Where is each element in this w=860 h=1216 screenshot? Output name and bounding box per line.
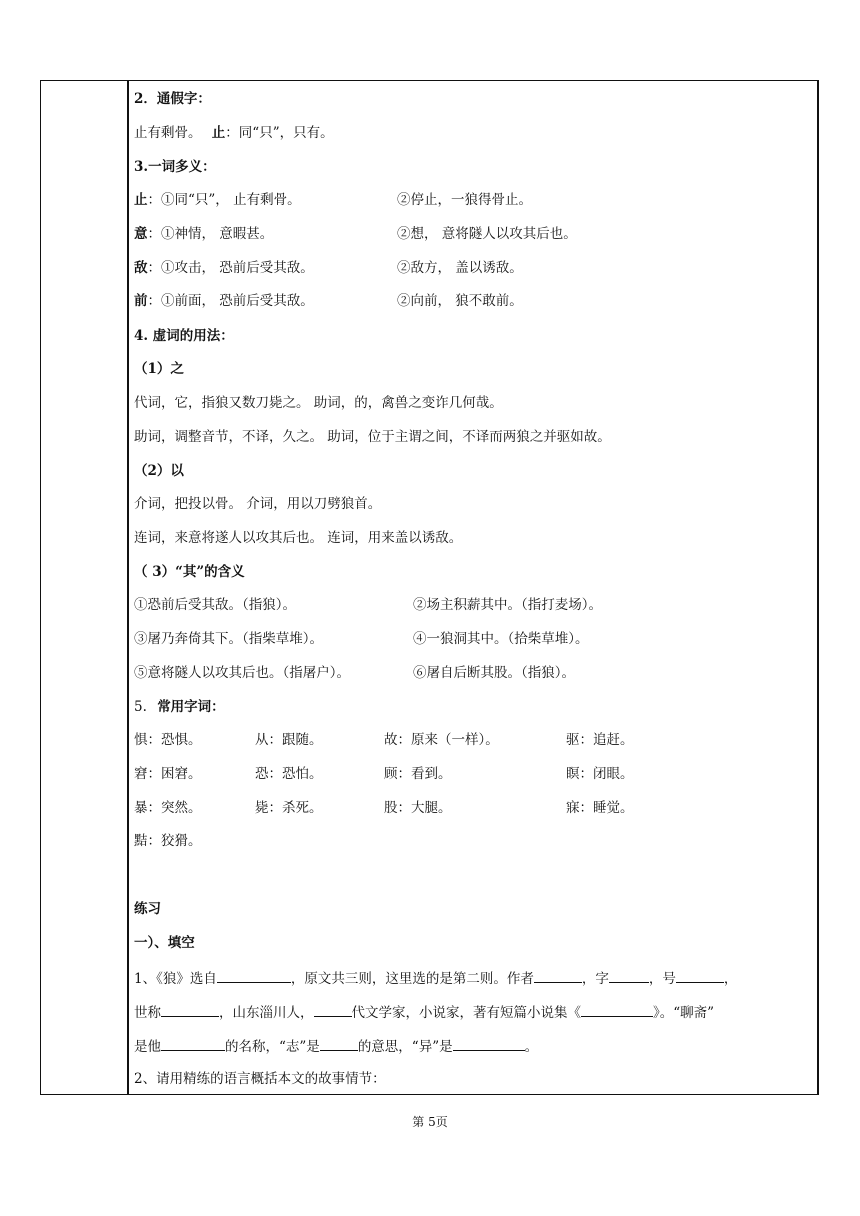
common-row: [134, 799, 814, 819]
common-row: [134, 731, 814, 751]
common-item: 顾：看到。: [384, 766, 452, 782]
polysemy-word: 前: [134, 293, 148, 309]
question-1-line-3: [134, 1036, 538, 1056]
polysemy-row: [134, 191, 814, 211]
q1-text: ，: [723, 971, 738, 987]
q1-text: ，字: [581, 971, 609, 987]
answer-blank[interactable]: [314, 1002, 352, 1017]
q1-text: 世称: [134, 1005, 161, 1021]
question-2: 2、请用精练的语言概括本文的故事情节：: [134, 1071, 386, 1087]
question-1-line-1: [134, 968, 737, 988]
q1-text: 是他: [134, 1039, 161, 1055]
q1-text: 。: [524, 1039, 539, 1055]
zhi-heading: （1）之: [134, 361, 184, 377]
zhi-line: 助词，调整音节，不译，久之。 助词，位于主谓之间，不译而两狼之并驱如故。: [134, 429, 611, 445]
common-heading-text: 常用字词：: [157, 699, 225, 715]
polysemy-row: [134, 225, 814, 245]
common-heading: [134, 698, 225, 718]
page-number: 第 5页: [412, 1115, 448, 1129]
common-item: 黠：狡猾。: [134, 833, 202, 849]
tongjiazi-example: 止有剩骨。: [134, 125, 202, 141]
common-row: [134, 765, 814, 785]
answer-blank[interactable]: [161, 1036, 225, 1051]
tongjiazi-word: 止: [211, 125, 226, 141]
zhi-line: 代词，它，指狼又数刀毙之。 助词，的，禽兽之变诈几何哉。: [134, 395, 503, 411]
polysemy-right: ②想， 意将隧人以攻其后也。: [397, 226, 577, 242]
question-1-line-2: [134, 1002, 714, 1022]
common-item: 暴：突然。: [134, 800, 202, 816]
polysemy-right: ②向前， 狼不敢前。: [397, 293, 523, 309]
common-item: 驱：追赶。: [566, 732, 634, 748]
answer-blank[interactable]: [453, 1036, 525, 1051]
qi-right: ②场主积薪其中。（指打麦场）。: [413, 597, 602, 613]
polysemy-word: 意: [134, 226, 148, 242]
q1-text: ，山东淄川人，: [219, 1005, 314, 1021]
qi-left: ③屠乃奔倚其下。（指柴草堆）。: [134, 631, 323, 647]
qi-right: ⑥屠自后断其股。（指狼）。: [413, 665, 575, 681]
common-item: 瞑：闭眼。: [566, 766, 634, 782]
answer-blank[interactable]: [609, 968, 649, 983]
q1-text: 的名称，“志”是: [225, 1039, 320, 1055]
polysemy-left: ：①神情， 意暇甚。: [147, 226, 274, 242]
common-item: 从：跟随。: [255, 732, 323, 748]
fill-heading: 一）、填空: [134, 935, 195, 951]
answer-blank[interactable]: [217, 968, 291, 983]
polysemy-left: ：①攻击， 恐前后受其敌。: [147, 260, 314, 276]
common-row: [134, 832, 202, 852]
q1-text: 》。“聊斋”: [653, 1005, 715, 1021]
common-item: 股：大腿。: [384, 800, 452, 816]
common-item: 毙：杀死。: [255, 800, 323, 816]
q1-text: ，号: [648, 971, 676, 987]
common-item: 窘：困窘。: [134, 766, 202, 782]
polysemy-row: [134, 292, 814, 312]
qi-row: [134, 596, 814, 616]
yi-line: 介词，把投以骨。 介词，用以刀劈狼首。: [134, 496, 382, 512]
qi-row: [134, 664, 814, 684]
polysemy-word: 止: [134, 192, 148, 208]
qi-row: [134, 630, 814, 650]
qi-left: ①恐前后受其敌。（指狼）。: [134, 597, 296, 613]
answer-blank[interactable]: [676, 968, 724, 983]
column-divider: [127, 80, 129, 1095]
polysemy-left: ：①同“只”， 止有剩骨。: [147, 192, 301, 208]
answer-blank[interactable]: [534, 968, 582, 983]
polysemy-left: ：①前面， 恐前后受其敌。: [147, 293, 314, 309]
tongjiazi-line: [134, 124, 334, 144]
q1-text: 的意思，“异”是: [357, 1039, 453, 1055]
polysemy-right: ②停止，一狼得骨止。: [397, 192, 532, 208]
common-item: 恐：恐怕。: [255, 766, 323, 782]
polysemy-word: 敌: [134, 260, 148, 276]
qi-heading: （ 3）“其”的含义: [134, 564, 245, 580]
q1-text: 代文学家，小说家，著有短篇小说集《: [351, 1005, 581, 1021]
xuci-heading: 4. 虚词的用法：: [134, 328, 234, 344]
answer-blank[interactable]: [161, 1002, 219, 1017]
polysemy-row: [134, 259, 814, 279]
qi-left: ⑤意将隧人以攻其后也。（指屠户）。: [134, 665, 350, 681]
yi-heading: （2）以: [134, 463, 184, 479]
tongjiazi-heading: 2．通假字：: [134, 91, 211, 107]
exercise-heading: 练习: [134, 901, 161, 917]
yi-line: 连词，来意将遂人以攻其后也。 连词，用来盖以诱敌。: [134, 530, 463, 546]
common-item: 寐：睡觉。: [566, 800, 634, 816]
qi-right: ④一狼洞其中。（拾柴草堆）。: [413, 631, 589, 647]
answer-blank[interactable]: [581, 1002, 653, 1017]
tongjiazi-meaning: ：同“只”，只有。: [225, 125, 334, 141]
common-item: 惧：恐惧。: [134, 732, 202, 748]
q1-text: ，原文共三则，这里选的是第二则。作者: [290, 971, 534, 987]
common-heading-num: 5.: [134, 699, 147, 715]
common-item: 故：原来（一样）。: [384, 732, 499, 748]
answer-blank[interactable]: [320, 1036, 358, 1051]
q1-text: 1、《狼》选自: [134, 971, 217, 987]
polysemy-heading: 3.一词多义：: [134, 159, 216, 175]
polysemy-right: ②敌方， 盖以诱敌。: [397, 260, 523, 276]
